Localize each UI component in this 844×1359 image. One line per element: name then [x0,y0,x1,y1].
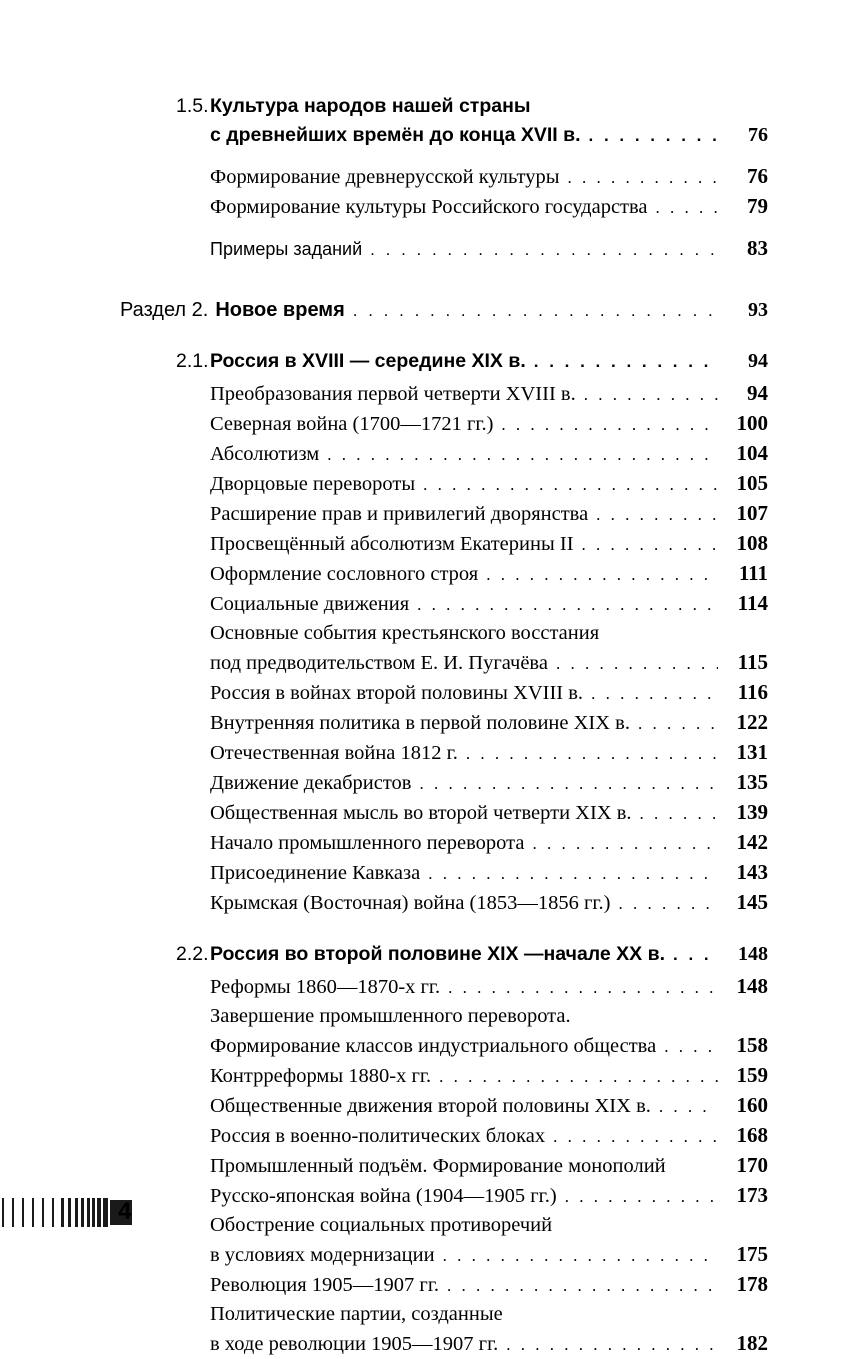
toc-entry[interactable] [0,1240,844,1270]
barcode-space [4,1198,12,1227]
spacer [0,264,844,296]
toc-entry-number: 2.1. [176,350,209,372]
dot-leader [501,416,718,433]
toc-entry[interactable] [0,296,844,325]
toc-entry-page-number: 115 [737,650,768,674]
toc-entry[interactable] [0,828,844,858]
barcode-space [54,1198,61,1227]
toc-entry-page-number: 175 [736,1242,768,1266]
toc-entry-title: Северная война (1700—1721 гг.) [210,413,494,435]
toc-entry-page-number: 142 [736,830,768,854]
dot-leader [353,302,718,319]
toc-entry-page-number: 159 [736,1063,768,1087]
toc-entry-title: Промышленный подъём. Формирование монополий [210,1155,666,1177]
toc-entry-title: Новое время [215,299,345,321]
spacer [0,325,844,347]
toc-entry-title: Абсолютизм [210,443,320,465]
toc-entry[interactable] [0,708,844,738]
dot-leader [618,895,718,912]
toc-entry[interactable] [0,1031,844,1061]
toc-entry[interactable] [0,972,844,1002]
toc-entry[interactable] [0,1329,844,1359]
toc-entry-page-number: 158 [736,1033,768,1057]
toc-entry[interactable] [0,798,844,828]
toc-entry[interactable] [0,1091,844,1121]
toc-entry-title: в ходе революции 1905—1907 гг. [210,1333,499,1355]
toc-entry-page-number: 160 [736,1093,768,1117]
dot-leader [640,805,718,822]
toc-entry-page-number: 94 [747,381,768,405]
toc-entry[interactable] [0,1002,844,1031]
toc-entry-page-number: 139 [736,800,768,824]
dot-leader [370,241,718,258]
toc-entry-page-number: 107 [736,501,768,525]
toc-entry-title: Россия во второй половине XIX —начале XX в. [210,943,666,965]
dot-leader [532,835,718,852]
toc-entry[interactable] [0,439,844,469]
toc-entry-title: Формирование культуры Российского государства [210,196,648,218]
dot-leader [673,946,718,963]
toc-entry-page-number: 94 [748,350,768,372]
toc-entry[interactable] [0,469,844,499]
toc-entry-page-number: 116 [737,680,768,704]
toc-entry-title: Контрреформы 1880-х гг. [210,1065,432,1087]
page-edge-index-barcode [2,1198,134,1227]
toc-entry-page-number: 93 [748,299,768,321]
barcode-space [34,1198,42,1227]
toc-entry-title: с древнейших времён до конца XVII в. [210,124,581,146]
toc-entry-title: Политические партии, созданные [210,1303,503,1325]
toc-entry-page-number: 105 [736,471,768,495]
toc-entry-title: Реформы 1860—1870-х гг. [210,976,441,998]
dot-leader [568,169,718,186]
dot-leader [327,446,718,463]
toc-entry[interactable] [0,379,844,409]
toc-entry[interactable] [0,1061,844,1091]
toc-entry-page-number: 111 [738,561,768,585]
dot-leader [466,745,718,762]
toc-entry-page-number: 83 [747,236,768,260]
toc-entry-page-number: 173 [736,1183,768,1207]
toc-entry-page-number: 170 [736,1153,768,1177]
dot-leader [534,353,718,370]
toc-entry-title: Примеры заданий [210,239,363,259]
dot-leader [419,775,718,792]
toc-entry-title: Завершение промышленного переворота. [210,1005,571,1027]
dot-leader [656,199,718,216]
toc-entry[interactable] [0,192,844,222]
dot-leader [448,979,718,996]
toc-entry[interactable] [0,888,844,918]
toc-entry[interactable] [0,1121,844,1151]
page-number: 4 [118,1198,132,1225]
toc-entry-title: Присоединение Кавказа [210,862,421,884]
barcode-space [24,1198,32,1227]
toc-entry-page-number: 104 [736,441,768,465]
dot-leader [417,596,718,613]
toc-entry[interactable] [0,1300,844,1329]
toc-entry-page-number: 145 [736,890,768,914]
toc-entry-page-number: 131 [736,740,768,764]
spacer [0,222,844,234]
toc-entry-title: Формирование классов индустриального общества [210,1035,657,1057]
toc-entry[interactable] [0,678,844,708]
toc-entry-title: Общественные движения второй половины XIX в. [210,1095,651,1117]
toc-entry[interactable] [0,347,844,376]
dot-leader [486,566,718,583]
toc-entry-title: Отечественная война 1812 г. [210,742,458,764]
toc-entry-number: 2.2. [176,943,209,965]
dot-leader [589,127,718,144]
toc-entry[interactable] [0,162,844,192]
toc-entry-title: Россия в войнах второй половины XVIII в. [210,682,584,704]
dot-leader [664,1038,718,1055]
toc-entry[interactable] [0,409,844,439]
dot-leader [584,386,718,403]
toc-entry[interactable] [0,589,844,619]
toc-entry-page-number: 114 [737,591,768,615]
toc-entry-title: Движение декабристов [210,772,412,794]
toc-entry-number: Раздел 2. [120,299,209,321]
toc-entry-title: Культура народов нашей страны [210,95,531,117]
toc-entry-number: 1.5. [176,95,209,117]
toc-entry-title: в условиях модернизации [210,1244,435,1266]
toc-entry-title: Дворцовые перевороты [210,473,416,495]
toc-entry[interactable] [0,1270,844,1300]
toc-entry-title: Внутренняя политика в первой половине XIX в. [210,712,630,734]
toc-entry-title: Революция 1905—1907 гг. [210,1274,440,1296]
toc-entry-title: Обострение социальных противоречий [210,1214,553,1236]
toc-entry[interactable] [0,529,844,559]
toc-entry[interactable] [0,121,844,150]
barcode-space [14,1198,22,1227]
dot-leader [506,1336,718,1353]
toc-entry-title: под предводительством Е. И. Пугачёва [210,652,548,674]
toc-entry[interactable] [0,619,844,648]
dot-leader [582,536,718,553]
toc-entry-title: Просвещённый абсолютизм Екатерины II [210,533,574,555]
dot-leader [556,655,718,672]
dot-leader [447,1277,718,1294]
toc-entry-page-number: 100 [736,411,768,435]
toc-entry-title: Россия в военно-политических блоках [210,1125,546,1147]
toc-entry-page-number: 178 [736,1272,768,1296]
toc-entry-page-number: 182 [736,1331,768,1355]
toc-entry-page-number: 79 [747,194,768,218]
dot-leader [428,865,718,882]
toc-entry-title: Формирование древнерусской культуры [210,166,560,188]
dot-leader [638,715,718,732]
spacer [0,918,844,940]
page-footer [0,1196,844,1236]
toc-entry-title: Основные события крестьянского восстания [210,622,600,644]
toc-entry[interactable] [0,768,844,798]
toc-entry-title: Социальные движения [210,593,410,615]
dot-leader [596,506,718,523]
toc-entry-title: Оформление сословного строя [210,563,479,585]
toc-entry[interactable] [0,858,844,888]
toc-entry[interactable] [0,559,844,589]
toc-entry[interactable] [0,940,844,969]
toc-entry-page-number: 76 [747,164,768,188]
toc-entry-title: Россия в XVIII — середине XIX в. [210,350,526,372]
toc-entry-page-number: 108 [736,531,768,555]
dot-leader [439,1068,718,1085]
toc-entry-page-number: 143 [736,860,768,884]
toc-entry-title: Расширение прав и привилегий дворянства [210,503,589,525]
dot-leader [659,1098,718,1115]
dot-leader [443,1247,718,1264]
toc-entry-page-number: 135 [736,770,768,794]
dot-leader [591,685,718,702]
table-of-contents [0,92,844,1359]
toc-entry-title: Русско-японская война (1904—1905 гг.) [210,1185,557,1207]
dot-leader [553,1128,718,1145]
toc-entry[interactable] [0,738,844,768]
toc-entry-title: Крымская (Восточная) война (1853—1856 гг.) [210,892,611,914]
toc-entry-page-number: 148 [736,974,768,998]
toc-entry-page-number: 76 [748,124,768,146]
spacer [0,150,844,162]
toc-entry-title: Общественная мысль во второй четверти XIX в. [210,802,632,824]
barcode-space [44,1198,52,1227]
toc-entry-title: Преобразования первой четверти XVIII в. [210,383,576,405]
toc-entry[interactable] [0,234,844,264]
dot-leader [423,476,718,493]
toc-entry-title: Начало промышленного переворота [210,832,525,854]
toc-entry-page-number: 148 [738,943,768,965]
toc-entry[interactable] [0,92,844,121]
toc-entry[interactable] [0,648,844,678]
toc-entry-page-number: 168 [736,1123,768,1147]
toc-entry-page-number: 122 [736,710,768,734]
toc-entry[interactable] [0,499,844,529]
toc-entry[interactable] [0,1151,844,1181]
